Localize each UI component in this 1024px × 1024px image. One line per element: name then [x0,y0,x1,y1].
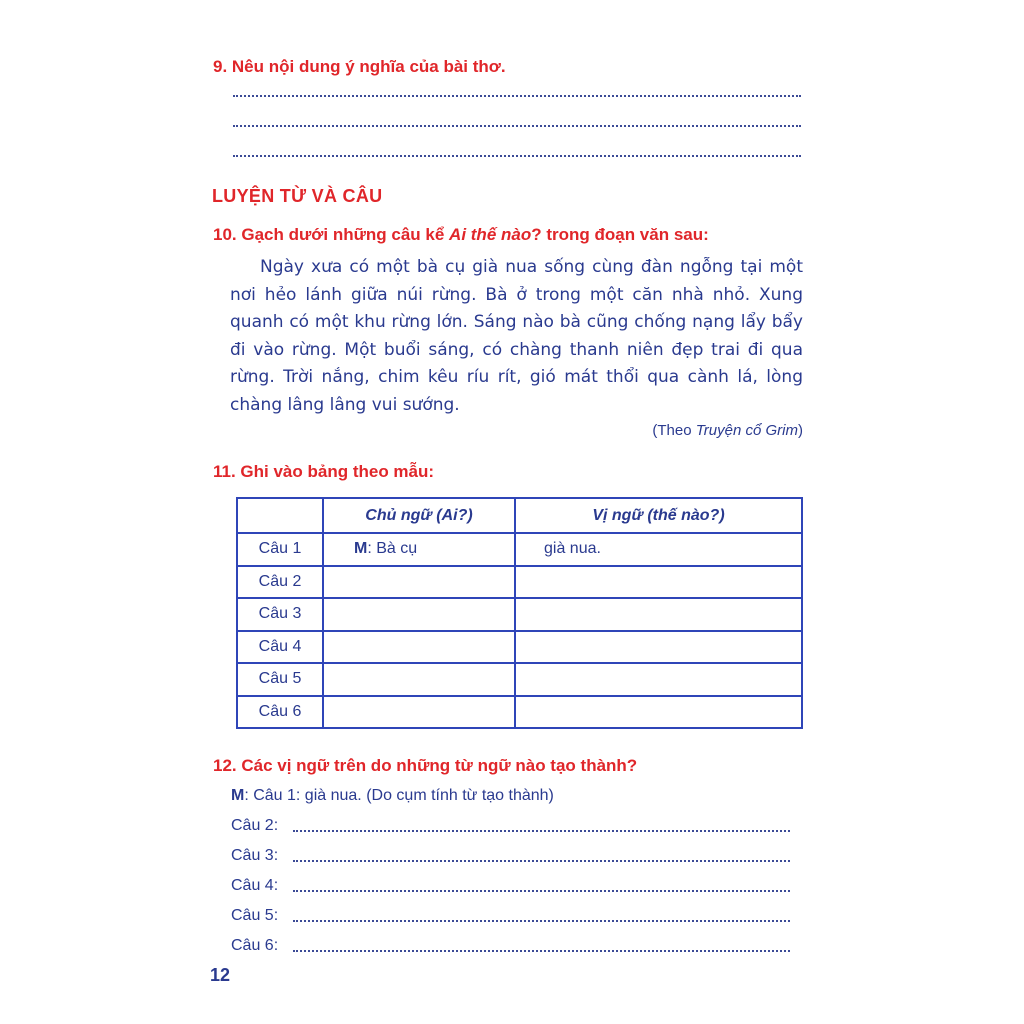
question-10-emphasis: Ai thế nào [449,225,532,244]
answer-line[interactable] [233,95,801,97]
answer-label: Câu 6: [231,937,279,954]
predicate-cell[interactable] [515,663,802,696]
subject-cell[interactable] [323,598,515,631]
row-label: Câu 2 [237,566,323,599]
predicate-cell[interactable] [515,631,802,664]
table-header-cell: Chủ ngữ (Ai?) [323,498,515,533]
answer-table [236,497,803,729]
predicate-cell[interactable] [515,598,802,631]
predicate-cell[interactable] [515,696,802,729]
page-number: 12 [210,965,231,985]
table-row [237,598,802,631]
table-row [237,566,802,599]
answer-line[interactable] [293,830,790,832]
row-label: Câu 5 [237,663,323,696]
table-header-cell: Vị ngữ (thế nào?) [515,498,802,533]
question-11-title: 11. Ghi vào bảng theo mẫu: [213,462,435,481]
subject-cell[interactable] [323,566,515,599]
passage-text: Ngày xưa có một bà cụ già nua sống cùng đàn ngỗng tại một nơi hẻo lánh giữa núi rừng. Bà ở trong một căn nhà nhỏ. Xung quanh có một khu rừng lớn. Sáng nào bà cũng chống nạng lẩy bẩy đi vào rừng. Một buổi sáng, có chàng thanh niên đẹp trai đi qua rừng. Trời nắng, chim kêu ríu rít, gió mát thổi qua cành lá, lòng chàng lâng lâng vui sướng. [230,257,803,415]
answer-line[interactable] [293,920,790,922]
predicate-cell[interactable] [515,566,802,599]
answer-line[interactable] [293,950,790,952]
row-label: Câu 1 [237,533,323,566]
source-title: Truyện cổ Grim [695,422,798,439]
question-12-title: 12. Các vị ngữ trên do những từ ngữ nào tạo thành? [213,756,638,775]
reading-passage [230,254,803,419]
answer-label: Câu 5: [231,907,279,924]
table-row [237,533,802,566]
answer-label: Câu 2: [231,817,279,834]
answer-line[interactable] [233,155,801,157]
table-header-row [237,498,802,533]
table-row [237,663,802,696]
answer-label: Câu 3: [231,847,279,864]
question-9-title: 9. Nêu nội dung ý nghĩa của bài thơ. [213,57,506,76]
table-header-cell [237,498,323,533]
answer-label: Câu 4: [231,877,279,894]
question-10-prefix: 10. Gạch dưới những câu kể [213,225,450,244]
answer-line[interactable] [233,125,801,127]
question-10-suffix: ? trong đoạn văn sau: [531,225,709,244]
section-title: LUYỆN TỪ VÀ CÂU [212,186,383,206]
answer-line[interactable] [293,860,790,862]
example-answer: M: Câu 1: già nua. (Do cụm tính từ tạo thành) [231,787,554,804]
row-label: Câu 6 [237,696,323,729]
predicate-cell[interactable]: già nua. [515,533,802,566]
table-row [237,696,802,729]
row-label: Câu 3 [237,598,323,631]
table-row [237,631,802,664]
question-10-title [213,225,709,245]
row-label: Câu 4 [237,631,323,664]
answer-line[interactable] [293,890,790,892]
subject-cell[interactable]: M: Bà cụ [323,533,515,566]
passage-source: (Theo Truyện cổ Grim) [652,422,803,439]
subject-cell[interactable] [323,631,515,664]
subject-cell[interactable] [323,696,515,729]
subject-cell[interactable] [323,663,515,696]
